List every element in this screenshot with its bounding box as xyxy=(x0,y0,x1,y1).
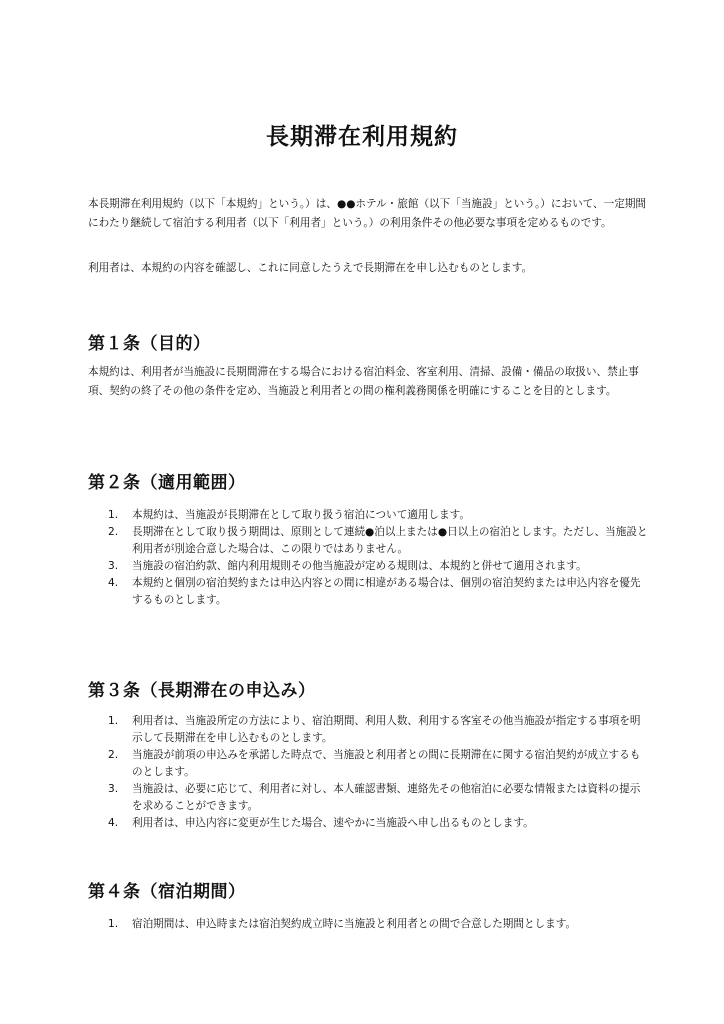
list-item-number: 2. xyxy=(108,526,119,538)
intro-consent-paragraph: 利用者は、本規約の内容を確認し、これに同意したうえで長期滞在を申し込むものとします。 xyxy=(88,262,533,274)
list-item xyxy=(108,507,648,524)
article-1-body: 本規約は、利用者が当施設に長期間滞在する場合における宿泊料金、客室利用、清掃、設備・備品の取扱い、禁止事項、契約の終了その他の条件を定め、当施設と利用者との間の権利義務関係を明確にすることを目的とします。 xyxy=(88,366,639,397)
intro-paragraph: 本長期滞在利用規約（以下「本規約」という。）は、●●ホテル・旅館（以下「当施設」という。）において、一定期間にわたり継続して宿泊する利用者（以下「利用者」という。）の利用条件その他必要な事項を定めるものです。 xyxy=(88,198,647,229)
list-item-text: 当施設が前項の申込みを承諾した時点で、当施設と利用者との間に長期滞在に関する宿泊契約が成立するものとします。 xyxy=(132,749,641,778)
list-item-text: 本規約は、当施設が長期滞在として取り扱う宿泊について適用します。 xyxy=(132,509,470,521)
list-item-number: 4. xyxy=(108,817,119,829)
list-item-text: 利用者は、申込内容に変更が生じた場合、速やかに当施設へ申し出るものとします。 xyxy=(132,817,534,829)
list-item xyxy=(108,524,648,558)
list-item xyxy=(108,713,648,747)
list-item xyxy=(108,916,648,933)
list-item-number: 1. xyxy=(108,715,119,727)
article-4-list xyxy=(108,916,648,933)
article-3-list xyxy=(108,713,648,832)
list-item-number: 1. xyxy=(108,509,119,521)
list-item xyxy=(108,747,648,781)
article-1-heading: 第１条（目的） xyxy=(88,334,211,354)
list-item xyxy=(108,781,648,815)
document-title: 長期滞在利用規約 xyxy=(266,124,458,150)
list-item xyxy=(108,575,648,609)
list-item-text: 当施設は、必要に応じて、利用者に対し、本人確認書類、連絡先その他宿泊に必要な情報または資料の提示を求めることができます。 xyxy=(132,783,641,812)
list-item-text: 当施設の宿泊約款、館内利用規則その他当施設が定める規則は、本規約と併せて適用されます。 xyxy=(132,560,587,572)
article-2-list xyxy=(108,507,648,609)
list-item-number: 1. xyxy=(108,918,119,930)
list-item-text: 長期滞在として取り扱う期間は、原則として連続●泊以上または●日以上の宿泊とします。ただし、当施設と利用者が別途合意した場合は、この限りではありません。 xyxy=(132,526,648,555)
article-4-heading: 第４条（宿泊期間） xyxy=(88,882,246,902)
article-3-heading: 第３条（長期滞在の申込み） xyxy=(88,681,316,701)
list-item-number: 4. xyxy=(108,577,119,589)
list-item-number: 3. xyxy=(108,783,119,795)
list-item-text: 本規約と個別の宿泊契約または申込内容との間に相違がある場合は、個別の宿泊契約または申込内容を優先するものとします。 xyxy=(132,577,641,606)
list-item xyxy=(108,558,648,575)
list-item-number: 3. xyxy=(108,560,119,572)
article-2-heading: 第２条（適用範囲） xyxy=(88,473,246,493)
list-item-text: 宿泊期間は、申込時または宿泊契約成立時に当施設と利用者との間で合意した期間とします。 xyxy=(132,918,577,930)
list-item-text: 利用者は、当施設所定の方法により、宿泊期間、利用人数、利用する客室その他当施設が指定する事項を明示して長期滞在を申し込むものとします。 xyxy=(132,715,641,744)
list-item-number: 2. xyxy=(108,749,119,761)
list-item xyxy=(108,815,648,832)
